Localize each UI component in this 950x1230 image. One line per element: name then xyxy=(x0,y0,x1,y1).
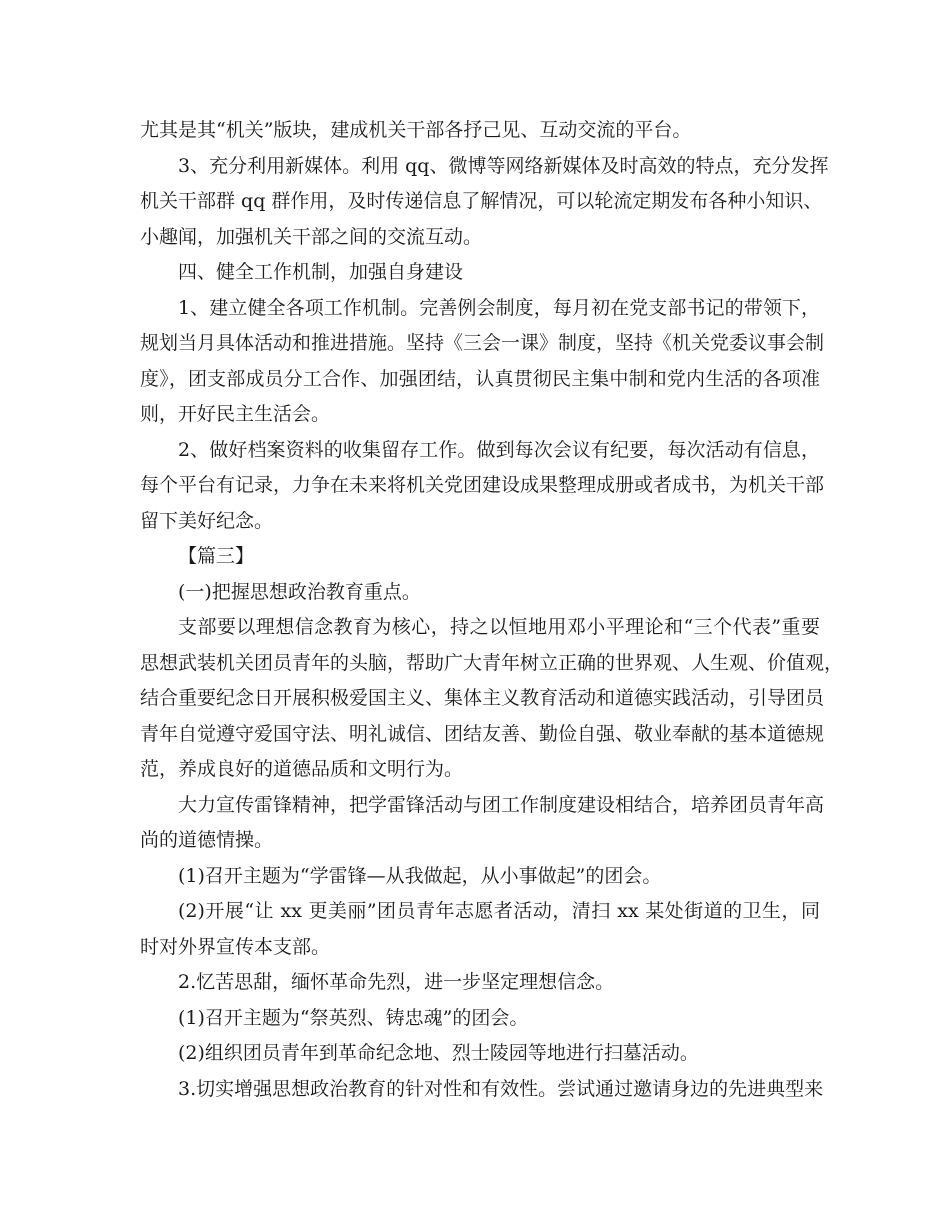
document-body xyxy=(140,113,844,1107)
text-line: 大力宣传雷锋精神，把学雷锋活动与团工作制度建设相结合，培养团员青年高 xyxy=(178,793,825,816)
text-line: 【篇三】 xyxy=(178,545,255,567)
text-line: 机关干部群 qq 群作用，及时传递信息了解情况，可以轮流定期发布各种小知识、 xyxy=(140,190,823,212)
text-line: (2)组织团员青年到革命纪念地、烈士陵园等地进行扫墓活动。 xyxy=(178,1042,699,1064)
text-line: 范，养成良好的道德品质和文明行为。 xyxy=(140,758,464,780)
text-line: 2、做好档案资料的收集留存工作。做到每次会议有纪要，每次活动有信息， xyxy=(178,438,820,461)
text-line: 尚的道德情操。 xyxy=(140,829,274,851)
text-line: 每个平台有记录，力争在未来将机关党团建设成果整理成册或者成书，为机关干部 xyxy=(140,474,825,496)
text-line: 小趣闻，加强机关干部之间的交流互动。 xyxy=(140,225,483,248)
text-line: 3、充分利用新媒体。利用 qq、微博等网络新媒体及时高效的特点，充分发挥 xyxy=(178,154,829,177)
text-line: 四、健全工作机制，加强自身建设 xyxy=(178,261,464,283)
text-line: 支部要以理想信念教育为核心，持之以恒地用邓小平理论和“三个代表”重要 xyxy=(178,616,820,638)
text-line: 1、建立健全各项工作机制。完善例会制度，每月初在党支部书记的带领下， xyxy=(178,296,820,319)
text-line: (1)召开主题为“学雷锋—从我做起，从小事做起”的团会。 xyxy=(178,864,662,887)
text-line: 结合重要纪念日开展积极爱国主义、集体主义教育活动和道德实践活动，引导团员 xyxy=(140,687,825,709)
text-line: (一)把握思想政治教育重点。 xyxy=(178,580,421,603)
text-line: (2)开展“让 xx 更美丽”团员青年志愿者活动，清扫 xx 某处街道的卫生，同 xyxy=(178,900,820,922)
text-line: 则，开好民主生活会。 xyxy=(140,403,331,425)
text-line: 留下美好纪念。 xyxy=(140,509,274,532)
text-line: 规划当月具体活动和推进措施。坚持《三会一课》制度，坚持《机关党委议事会制 xyxy=(140,332,825,354)
text-line: 3.切实增强思想政治教育的针对性和有效性。尝试通过邀请身边的先进典型来 xyxy=(178,1077,824,1100)
text-line: (1)召开主题为“祭英烈、铸忠魂”的团会。 xyxy=(178,1006,529,1029)
text-line: 度》，团支部成员分工合作、加强团结，认真贯彻民主集中制和党内生活的各项准 xyxy=(140,367,820,390)
text-line: 2.忆苦思甜，缅怀革命先烈，进一步坚定理想信念。 xyxy=(178,971,615,993)
text-line: 尤其是其“机关”版块，建成机关干部各抒己见、互动交流的平台。 xyxy=(140,119,692,141)
text-line: 时对外界宣传本支部。 xyxy=(140,935,331,958)
text-line: 青年自觉遵守爱国守法、明礼诚信、团结友善、勤俭自强、敬业奉献的基本道德规 xyxy=(140,722,825,745)
text-line: 思想武装机关团员青年的头脑，帮助广大青年树立正确的世界观、人生观、价值观， xyxy=(140,651,844,674)
